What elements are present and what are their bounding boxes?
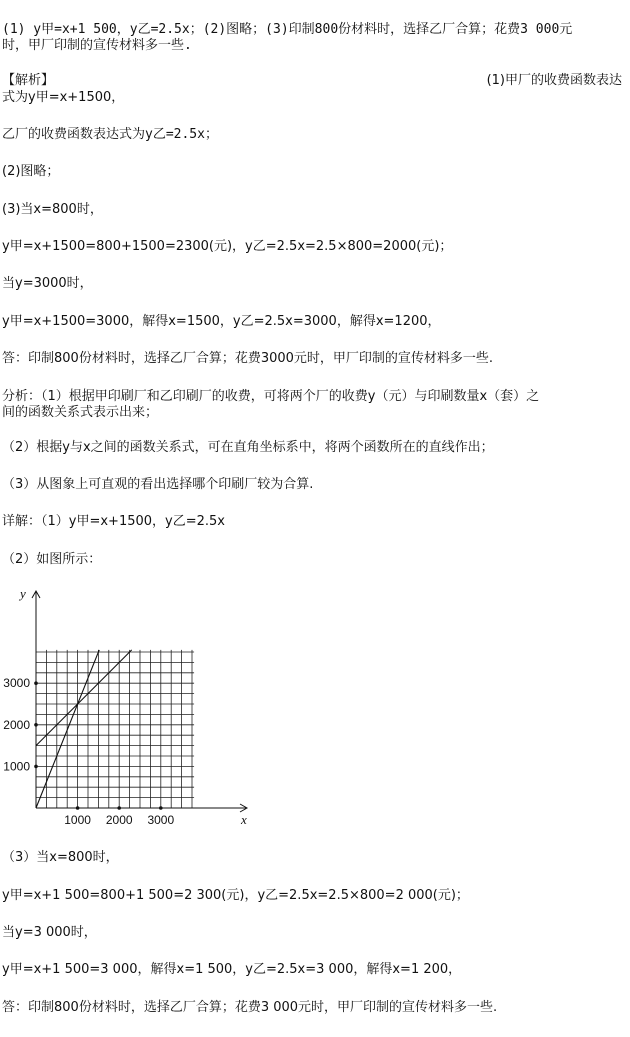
chart-axes <box>32 591 247 812</box>
x-tick-dot <box>76 806 80 810</box>
analysis-p3: (2)图略； <box>2 164 60 179</box>
x-tick-label: 1000 <box>64 813 91 827</box>
analysis-heading-right: (1)甲厂的收费函数表达 <box>486 73 622 88</box>
analysis-p8: 答：印制800份材料时，选择乙厂合算；花费3000元时，甲厂印制的宣传材料多一些. <box>2 351 494 366</box>
chart-grid <box>36 650 194 808</box>
fenxi-p3: （2）根据y与x之间的函数关系式，可在直角坐标系中，将两个函数所在的直线作出； <box>2 440 494 455</box>
analysis-p7: y甲=x+1500=3000，解得x=1500，y乙=2.5x=3000，解得x=1200， <box>2 314 441 329</box>
fenxi-p2: 间的函数关系式表示出来； <box>2 405 159 420</box>
y-tick-dot <box>34 765 38 769</box>
analysis-p4: (3)当x=800时， <box>2 202 103 217</box>
y-tick-label: 2000 <box>3 717 30 732</box>
detail2-p4: y甲=x+1 500=3 000，解得x=1 500，y乙=2.5x=3 000，解得x=1 200， <box>2 962 462 977</box>
x-tick-label: 3000 <box>147 813 175 827</box>
detail-p1: 详解：（1）y甲=x+1500，y乙=2.5x <box>2 514 225 529</box>
analysis-heading: 【解析】 <box>2 73 55 88</box>
answer-line-1: (1) y甲=x+1 500，y乙=2.5x；(2)图略；(3)印制800份材料时，选择乙厂合算；花费3 000元 <box>2 22 573 37</box>
y-tick-dot <box>34 681 38 685</box>
analysis-p6: 当y=3000时， <box>2 276 93 291</box>
x-tick-dot <box>117 806 121 810</box>
series-line-1 <box>36 650 132 746</box>
analysis-p1: 式为y甲=x+1500， <box>2 90 125 105</box>
chart-ticks <box>3 676 174 827</box>
y-tick-dot <box>34 723 38 727</box>
y-tick-label: 1000 <box>3 759 30 774</box>
detail2-p5: 答：印制800份材料时，选择乙厂合算；花费3 000元时，甲厂印制的宣传材料多一些. <box>2 1000 498 1015</box>
analysis-p2: 乙厂的收费函数表达式为y乙=2.5x； <box>2 127 218 142</box>
series-line-2 <box>36 650 99 808</box>
x-axis-label: x <box>241 812 247 827</box>
detail2-p2: y甲=x+1 500=800+1 500=2 300(元)，y乙=2.5x=2.5×800=2 000(元)； <box>2 888 469 903</box>
x-tick-dot <box>159 806 163 810</box>
y-tick-label: 3000 <box>3 676 30 691</box>
analysis-p5: y甲=x+1500=800+1500=2300(元)，y乙=2.5x=2.5×800=2000(元)； <box>2 239 453 254</box>
detail2-p1: （3）当x=800时， <box>2 850 119 865</box>
detail2-p3: 当y=3 000时， <box>2 925 97 940</box>
answer-line-2: 时，甲厂印制的宣传材料多一些. <box>2 38 192 53</box>
y-axis-label: y <box>20 586 26 601</box>
fenxi-p4: （3）从图象上可直观的看出选择哪个印刷厂较为合算. <box>2 477 314 492</box>
detail-p2: （2）如图所示： <box>2 552 102 567</box>
function-graph <box>0 578 270 830</box>
x-tick-label: 2000 <box>105 813 133 827</box>
chart-series <box>36 650 132 808</box>
fenxi-p1: 分析：（1）根据甲印刷厂和乙印刷厂的收费，可将两个厂的收费y（元）与印刷数量x（套）之 <box>2 389 540 404</box>
